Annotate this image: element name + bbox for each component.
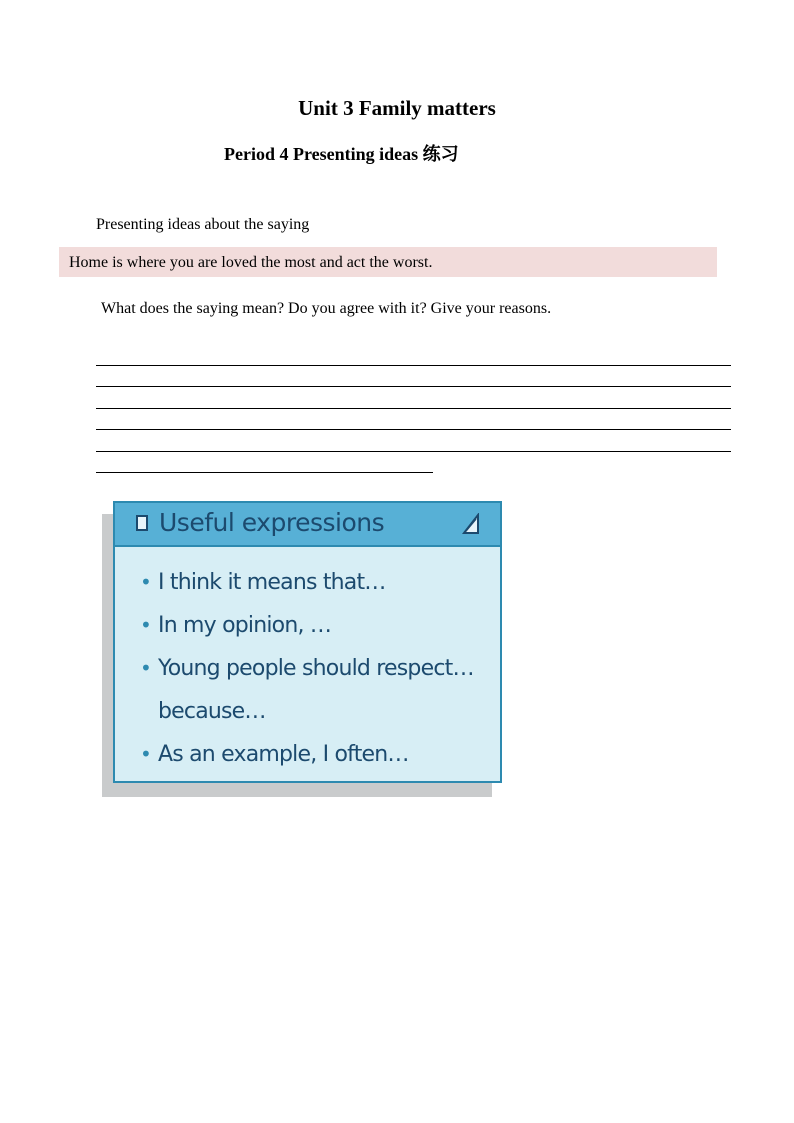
bullet-icon: • [140,570,151,594]
useful-expressions-header [115,503,500,547]
exercise-intro: Presenting ideas about the saying [96,216,310,233]
answer-line[interactable] [96,472,433,473]
answer-line[interactable] [96,429,731,430]
bullet-icon: • [140,656,151,680]
expression-text: As an example, I often… [158,742,409,767]
expression-text: Young people should respect… [158,656,474,681]
expression-text: In my opinion, … [158,613,332,638]
expression-text-continued: because… [158,699,266,724]
triangle-corner-icon [462,513,480,535]
bullet-icon: • [140,613,151,637]
page-title: Unit 3 Family matters [298,96,496,120]
answer-line[interactable] [96,408,731,409]
page-subtitle: Period 4 Presenting ideas 练习 [224,144,459,164]
useful-expressions-title: Useful expressions [159,508,385,537]
list-item [115,733,500,776]
answer-line[interactable] [96,386,731,387]
answer-line[interactable] [96,451,731,452]
list-item [115,647,500,733]
saying-highlight: Home is where you are loved the most and act the worst. [59,247,717,277]
answer-line[interactable] [96,365,731,366]
bullet-icon: • [140,742,151,766]
useful-expressions-box [113,501,502,783]
square-icon [136,515,148,531]
list-item [115,604,500,647]
list-item [115,561,500,604]
expressions-list [115,561,500,776]
exercise-question: What does the saying mean? Do you agree with it? Give your reasons. [101,300,552,317]
expression-text: I think it means that… [158,570,386,595]
